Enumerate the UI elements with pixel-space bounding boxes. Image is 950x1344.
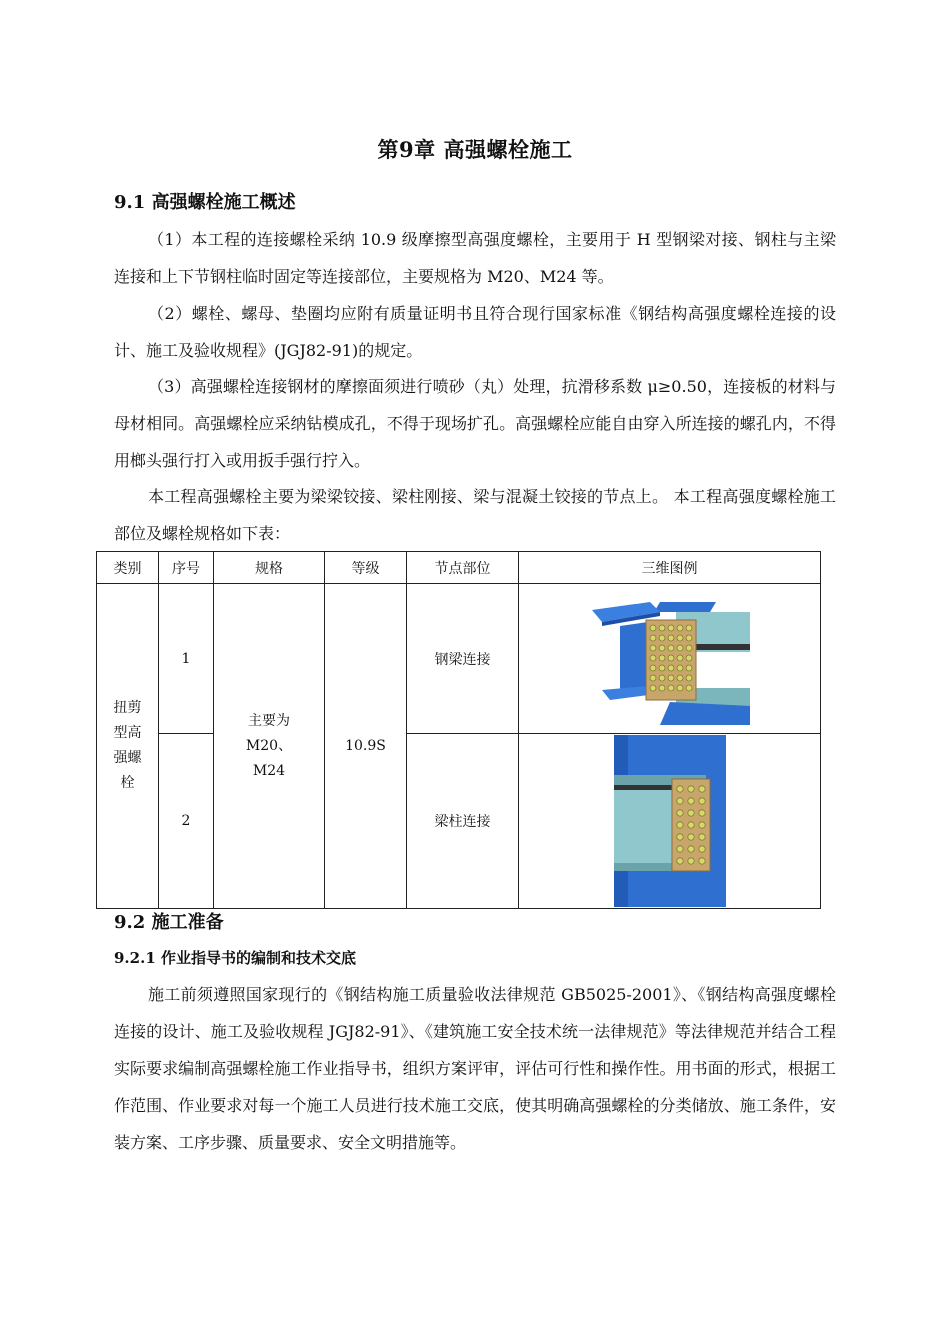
- paragraph-3: （3）高强螺栓连接钢材的摩擦面须进行喷砂（丸）处理，抗滑移系数 μ≥0.50，连接板的材料与母材相同。高强螺栓应采纳钻模成孔，不得于现场扩孔。高强螺栓应能自由穿入所连接的螺孔内，不得用榔头强行打入或用扳手强行拧入。: [114, 377, 836, 470]
- grade-cell: 10.9S: [325, 584, 407, 909]
- bolt-spec-table: [96, 551, 821, 909]
- header-number: 序号: [159, 552, 214, 584]
- number-cell: 2: [159, 734, 214, 909]
- section-heading-9-1: 9.1 高强螺栓施工概述: [114, 192, 296, 213]
- chapter-title: 第9章 高强螺栓施工: [377, 137, 573, 162]
- paragraph-1: （1）本工程的连接螺栓采纳 10.9 级摩擦型高强度螺栓，主要用于 H 型钢梁对接、钢柱与主梁连接和上下节钢柱临时固定等连接部位，主要规格为 M20、M24 等。: [114, 230, 836, 286]
- figure-cell: [519, 584, 821, 734]
- table-header-row: [97, 552, 821, 584]
- header-figure: 三维图例: [519, 552, 821, 584]
- header-grade: 等级: [325, 552, 407, 584]
- table-row: [97, 734, 821, 909]
- number-cell: 1: [159, 584, 214, 734]
- header-category: 类别: [97, 552, 159, 584]
- subsection-heading-9-2-1: 9.2.1 作业指导书的编制和技术交底: [114, 949, 356, 967]
- section-heading-9-2: 9.2 施工准备: [114, 912, 224, 933]
- paragraph-2: （2）螺栓、螺母、垫圈均应附有质量证明书且符合现行国家标准《钢结构高强度螺栓连接的设计、施工及验收规程》(JGJ82-91)的规定。: [114, 304, 836, 360]
- beam-splice-3d-image: [590, 592, 750, 725]
- beam-column-3d-image: [614, 735, 726, 907]
- table-row: [97, 584, 821, 734]
- header-location: 节点部位: [407, 552, 519, 584]
- header-spec: 规格: [214, 552, 325, 584]
- paragraph-5: 施工前须遵照国家现行的《钢结构施工质量验收法律规范 GB5025-2001》、《钢结构高强度螺栓连接的设计、施工及验收规程 JGJ82-91》、《建筑施工安全技术统一法律规范》等法律规范并结合工程实际要求编制高强螺栓施工作业指导书，组织方案评审，评估可行性和操作性。用书面的形式，根据工作范围、作业要求对每一个施工人员进行技术施工交底，使其明确高强螺栓的分类储放、施工条件，安装方案、工序步骤、质量要求、安全文明措施等。: [114, 985, 836, 1152]
- category-cell: 扭剪型高强螺栓: [97, 584, 159, 909]
- location-cell: 梁柱连接: [407, 734, 519, 909]
- paragraph-4: 本工程高强螺栓主要为梁梁铰接、梁柱刚接、梁与混凝土铰接的节点上。 本工程高强度螺栓施工部位及螺栓规格如下表：: [114, 487, 836, 543]
- location-cell: 钢梁连接: [407, 584, 519, 734]
- spec-cell: 主要为M20、M24: [214, 584, 325, 909]
- figure-cell: [519, 734, 821, 909]
